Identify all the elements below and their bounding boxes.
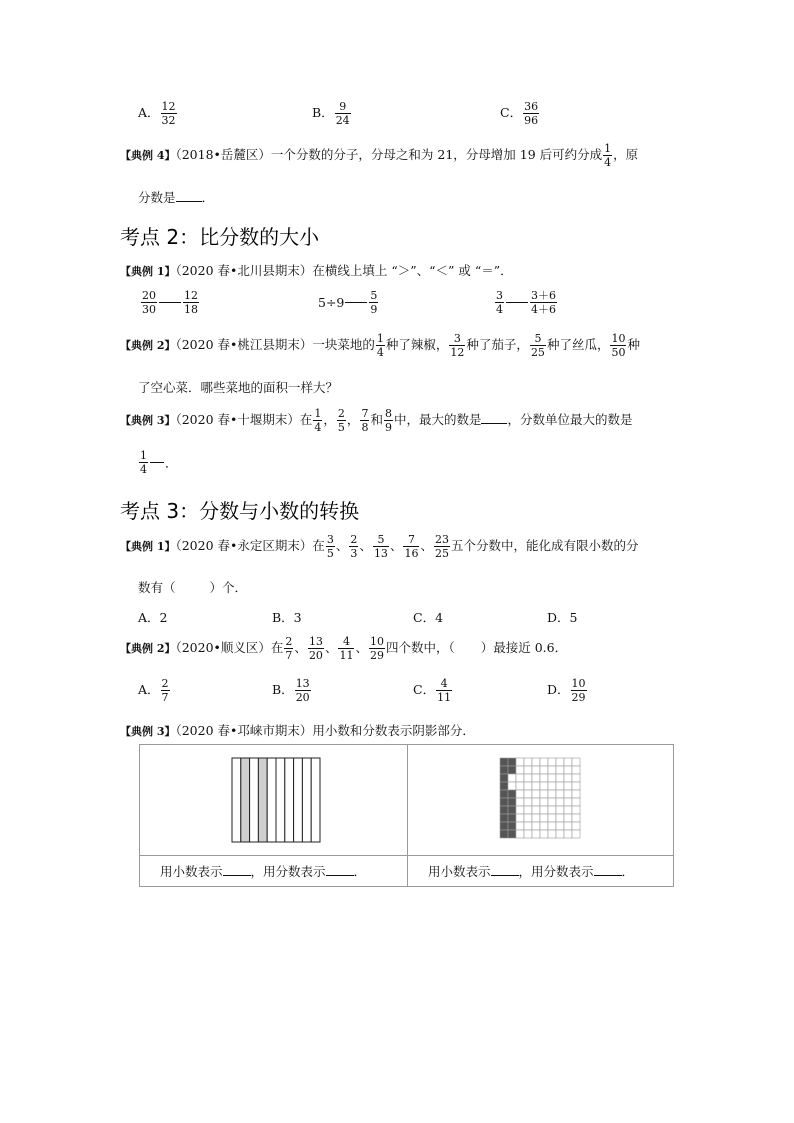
grid-cell [508,790,516,798]
grid-cell [516,822,524,830]
grid-cell [564,798,572,806]
grid-cell [500,830,508,838]
grid-cell [532,782,540,790]
s2-example-1: 【典例 1】（2020 春•北川县期末）在横线上填上 “＞”、“＜” 或 “＝”． [120,263,513,278]
left-answer-cell: 用小数表示 ，用分数表示 ． [140,856,408,887]
grid-cell [564,758,572,766]
strip-figure-cell [140,745,408,856]
grid-cell [508,806,516,814]
strip-4 [258,758,267,842]
grid-cell [508,830,516,838]
grid-cell [532,758,540,766]
example-4-line2: 分数是 ． [138,190,215,205]
grid-figure-cell [408,745,674,856]
grid-cell [572,830,580,838]
grid-cell [564,766,572,774]
grid-cell [548,758,556,766]
grid-cell [564,822,572,830]
grid-cell [500,806,508,814]
s3-example-1-line2: 数有（ ）个． [138,580,248,595]
grid-cell [540,774,548,782]
s3-ex1-option-a: A．2 [138,610,168,625]
grid-cell [548,822,556,830]
grid-cell [548,798,556,806]
s2-example-3: 【典例 3】（2020 春•十堰期末）在 $\frac{1}{4}$ ， $\frac{2}{5}$ ， $\frac{7}{8}$ 和 $\frac{8}{9}$ 中，最大的数是 ，分数单位最大的数是 [120,407,633,434]
grid-cell [572,774,580,782]
grid-cell [564,790,572,798]
grid-cell [500,798,508,806]
grid-cell [516,806,524,814]
s3-ex1-option-d: D．5 [547,610,578,625]
grid-cell [508,758,516,766]
grid-cell [556,830,564,838]
compare-item-3: $\frac{3}{4}$ $\frac{3+6}{4+6}$ [496,289,556,316]
strip-5 [267,758,276,842]
grid-cell [516,798,524,806]
grid-cell [508,774,516,782]
grid-cell [540,822,548,830]
s3-example-3: 【典例 3】（2020 春•邛崃市期末）用小数和分数表示阴影部分． [120,723,475,738]
grid-cell [532,766,540,774]
s3-example-2: 【典例 2】（2020•顺义区）在 $\frac{2}{7}$ 、 $\frac{13}{20}$ 、 $\frac{4}{11}$ 、 $\frac{10}{29}$ 四个数中，（ ）最接近 0.6． [120,635,568,662]
s3-ex2-option-b: B． $\frac{13}{20}$ [272,677,310,704]
strip-1 [232,758,241,842]
grid-cell [548,766,556,774]
example-4: 【典例 4】（2018•岳麓区）一个分数的分子，分母之和为 21，分母增加 19 后可约分成 $\frac{1}{4}$ ，原 [120,142,639,169]
strip-10 [311,758,320,842]
grid-cell [500,782,508,790]
grid-cell [508,798,516,806]
grid-cell [572,806,580,814]
grid-cell [564,806,572,814]
grid-cell [524,782,532,790]
strip-6 [276,758,285,842]
grid-cell [540,814,548,822]
grid-cell [548,830,556,838]
grid-cell [548,790,556,798]
s3-ex2-option-a: A． $\frac{2}{7}$ [138,677,169,704]
option-c: C． $\frac{36}{96}$ [500,100,539,127]
grid-cell [556,774,564,782]
grid-cell [556,806,564,814]
grid-cell [540,782,548,790]
grid-cell [532,814,540,822]
s2-example-2-line2: 了空心菜．哪些菜地的面积一样大？ [138,380,339,395]
s3-ex1-option-c: C．4 [413,610,444,625]
grid-cell [572,822,580,830]
grid-cell [524,822,532,830]
compare-item-2: 5÷9 $\frac{5}{9}$ [318,289,378,316]
grid-cell [524,798,532,806]
option-a: A． $\frac{12}{32}$ [138,100,176,127]
grid-cell [532,806,540,814]
grid-cell [500,822,508,830]
grid-cell [508,766,516,774]
grid-cell [532,822,540,830]
grid-cell [572,814,580,822]
option-b: B． $\frac{9}{24}$ [312,100,350,127]
grid-cell [556,790,564,798]
grid-cell [516,830,524,838]
section-2-heading: 考点 2：比分数的大小 [120,225,320,249]
grid-cell [500,766,508,774]
compare-item-1: $\frac{20}{30}$ $\frac{12}{18}$ [142,289,198,316]
grid-cell [556,822,564,830]
grid-cell [532,830,540,838]
right-answer-cell: 用小数表示 ，用分数表示 ． [408,856,674,887]
grid-cell [524,774,532,782]
grid-cell [572,758,580,766]
hundred-grid-figure [499,757,581,841]
grid-cell [524,790,532,798]
grid-cell [572,790,580,798]
grid-cell [556,766,564,774]
grid-cell [508,822,516,830]
grid-cell [540,830,548,838]
grid-cell [516,782,524,790]
grid-cell [564,814,572,822]
grid-cell [500,758,508,766]
strip-9 [302,758,311,842]
grid-cell [572,798,580,806]
grid-cell [556,758,564,766]
section-3-heading: 考点 3：分数与小数的转换 [120,499,360,523]
grid-cell [540,758,548,766]
grid-cell [532,790,540,798]
grid-cell [532,798,540,806]
grid-cell [540,806,548,814]
s2-example-2: 【典例 2】（2020 春•桃江县期末）一块菜地的 $\frac{1}{4}$ 种了辣椒， $\frac{3}{12}$ 种了茄子， $\frac{5}{25}$ 种了丝瓜， $\frac{10}{50}$ 种 [120,332,640,359]
grid-cell [508,782,516,790]
figure-table [139,744,674,887]
grid-cell [540,766,548,774]
grid-cell [556,814,564,822]
grid-cell [572,766,580,774]
grid-cell [500,814,508,822]
grid-cell [556,798,564,806]
strip-8 [294,758,303,842]
grid-cell [524,806,532,814]
grid-cell [548,782,556,790]
grid-cell [524,758,532,766]
grid-cell [564,774,572,782]
strip-2 [241,758,250,842]
grid-cell [556,782,564,790]
grid-cell [532,774,540,782]
grid-cell [516,774,524,782]
s2-example-3-line2: $\frac{1}{4}$ ． [140,449,178,476]
grid-cell [508,814,516,822]
s3-ex2-option-d: D． $\frac{10}{29}$ [547,677,586,704]
grid-cell [564,782,572,790]
grid-cell [524,766,532,774]
grid-cell [516,814,524,822]
strip-7 [285,758,294,842]
grid-cell [572,782,580,790]
grid-cell [524,830,532,838]
s3-ex2-option-c: C． $\frac{4}{11}$ [413,677,452,704]
grid-cell [516,758,524,766]
grid-cell [564,830,572,838]
s3-ex1-option-b: B．3 [272,610,302,625]
grid-cell [548,774,556,782]
grid-cell [524,814,532,822]
grid-cell [500,774,508,782]
grid-cell [516,766,524,774]
grid-cell [540,790,548,798]
grid-cell [516,790,524,798]
grid-cell [548,814,556,822]
strip-3 [250,758,259,842]
s3-example-1: 【典例 1】（2020 春•永定区期末）在 $\frac{3}{5}$ 、 $\frac{2}{3}$ 、 $\frac{5}{13}$ 、 $\frac{7}{16}$ 、 $\frac{23}{25}$ 五个分数中，能化成有限小数的分 [120,533,639,560]
grid-cell [500,790,508,798]
grid-cell [548,806,556,814]
strip-figure [231,757,321,843]
grid-cell [540,798,548,806]
